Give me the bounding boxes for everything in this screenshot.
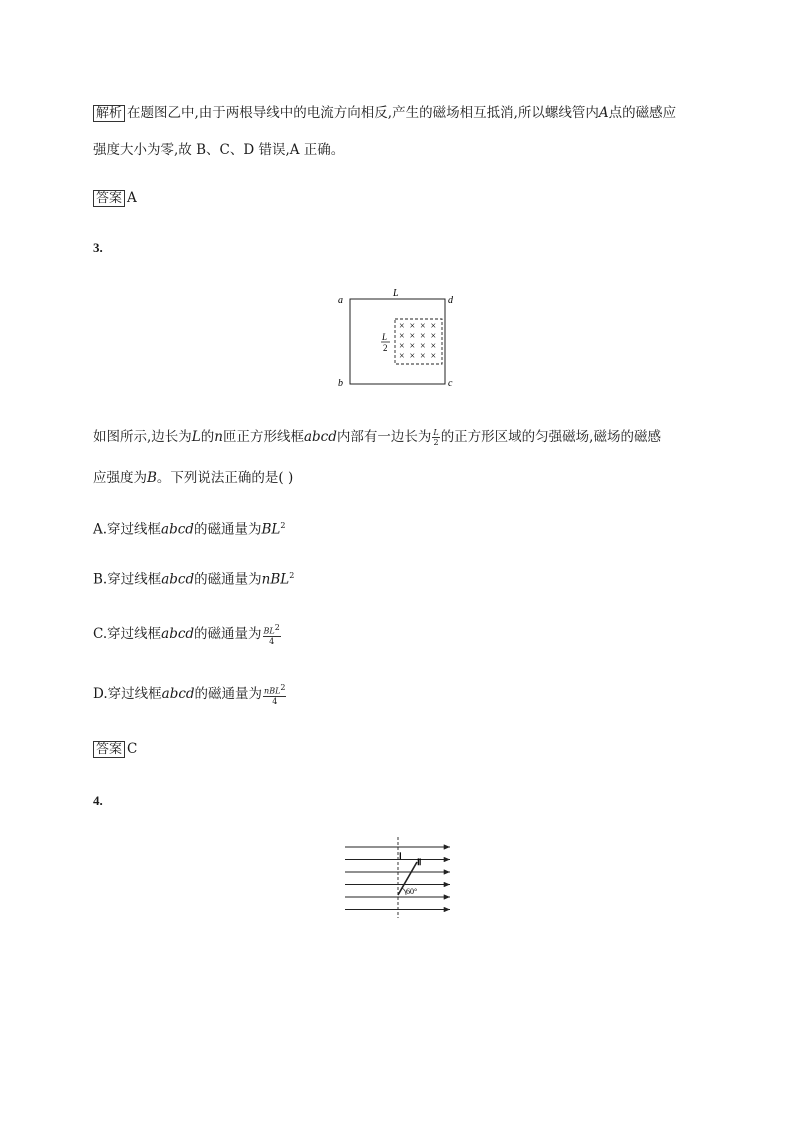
plane-II-label: Ⅱ <box>417 857 422 867</box>
field-cross: × <box>409 331 416 342</box>
stem-text-4: 内部有一边长为 <box>336 429 432 445</box>
side-label-denominator: 2 <box>383 343 388 353</box>
answer-1 <box>93 189 137 208</box>
analysis-tag: 解析 <box>93 105 125 122</box>
option-A-abcd: abcd <box>161 521 194 538</box>
top-side-label: L <box>393 288 399 299</box>
answer-1-tag: 答案 <box>93 190 125 207</box>
answer-2-value: C <box>127 741 138 757</box>
stem-text-6: 应强度为 <box>93 470 147 486</box>
question-3-number: 3. <box>93 240 103 255</box>
stem-half-num: L <box>433 428 439 437</box>
corner-label-c: c <box>448 378 453 389</box>
option-B-exp: 2 <box>289 571 295 580</box>
field-cross: × <box>420 321 426 332</box>
option-D-abcd: abcd <box>161 685 195 702</box>
option-D <box>93 683 287 706</box>
analysis-text-1-end: 点的磁感应 <box>608 105 677 121</box>
stem-n: n <box>214 429 223 445</box>
option-A-mid: 的磁通量为 <box>193 521 262 538</box>
field-crosses <box>399 321 436 362</box>
stem-half-fraction <box>432 428 439 447</box>
option-B-abcd: abcd <box>161 571 195 588</box>
corner-label-a: a <box>338 295 343 306</box>
option-B-expr: nBL <box>261 571 290 588</box>
stem-text-1: 如图所示,边长为 <box>93 429 192 445</box>
plane-I-label: Ⅰ <box>399 851 402 861</box>
field-cross: × <box>399 321 405 332</box>
option-A-exp: 2 <box>280 521 286 530</box>
option-C-den: 4 <box>269 636 275 646</box>
analysis-line-2: 强度大小为零,故 B、C、D 错误,A 正确。 <box>93 142 345 158</box>
question-3-stem-line-1 <box>93 428 661 447</box>
analysis-line-1 <box>93 104 676 123</box>
option-C-num-wrap <box>263 623 281 637</box>
option-C-abcd: abcd <box>161 625 195 642</box>
field-lines <box>345 847 450 910</box>
angle-label: 60° <box>406 887 418 896</box>
option-C <box>93 623 282 646</box>
stem-text-5: 的正方形区域的匀强磁场,磁场的磁感 <box>440 429 661 445</box>
analysis-text-1: 在题图乙中,由于两根导线中的电流方向相反,产生的磁场相互抵消,所以螺线管内 <box>127 105 599 121</box>
stem-text-2: 的 <box>200 429 215 445</box>
option-D-num: nBL <box>264 686 281 696</box>
option-D-den: 4 <box>272 696 278 706</box>
field-cross: × <box>420 331 426 342</box>
field-cross: × <box>399 341 405 352</box>
corner-label-d: d <box>448 295 453 306</box>
option-B <box>93 567 294 589</box>
field-cross: × <box>420 341 426 352</box>
question-3-stem-line-2 <box>93 469 293 487</box>
stem-B: B <box>147 470 157 486</box>
field-cross: × <box>420 351 426 362</box>
option-A-prefix: A.穿过线框 <box>93 521 162 538</box>
option-D-exp: 2 <box>280 683 286 692</box>
field-cross: × <box>399 351 405 362</box>
option-C-fraction <box>263 623 281 646</box>
question-4-figure <box>340 835 460 920</box>
field-cross: × <box>409 351 416 362</box>
option-D-prefix: D.穿过线框 <box>93 685 162 702</box>
option-A <box>93 517 285 539</box>
stem-text-3: 匝正方形线框 <box>222 429 304 445</box>
option-C-prefix: C.穿过线框 <box>93 625 162 642</box>
option-A-expr: BL <box>261 521 281 538</box>
option-D-num-wrap <box>263 683 286 697</box>
field-cross: × <box>430 331 437 342</box>
analysis-point: A <box>598 105 609 121</box>
field-cross: × <box>399 331 405 342</box>
option-B-prefix: B.穿过线框 <box>93 571 162 588</box>
stem-half-den: 2 <box>433 438 439 447</box>
option-C-num: BL <box>263 626 275 636</box>
answer-1-value: A <box>127 190 137 206</box>
answer-2-tag: 答案 <box>93 741 125 758</box>
option-D-mid: 的磁通量为 <box>194 685 263 702</box>
option-C-mid: 的磁通量为 <box>194 625 262 642</box>
question-3-figure <box>330 284 460 392</box>
corner-label-b: b <box>338 378 343 389</box>
field-cross: × <box>409 341 416 352</box>
stem-L: L <box>191 429 201 445</box>
option-C-exp: 2 <box>274 623 280 632</box>
option-D-fraction <box>263 683 286 706</box>
stem-abcd: abcd <box>303 429 337 445</box>
stem-text-7: 。下列说法正确的是( ) <box>156 470 294 486</box>
field-cross: × <box>430 351 437 362</box>
side-label-numerator: L <box>382 332 388 342</box>
field-cross: × <box>430 341 437 352</box>
question-4-number: 4. <box>93 793 103 808</box>
answer-2 <box>93 740 137 759</box>
field-cross: × <box>409 321 416 332</box>
option-B-mid: 的磁通量为 <box>194 571 262 588</box>
field-cross: × <box>430 321 437 332</box>
